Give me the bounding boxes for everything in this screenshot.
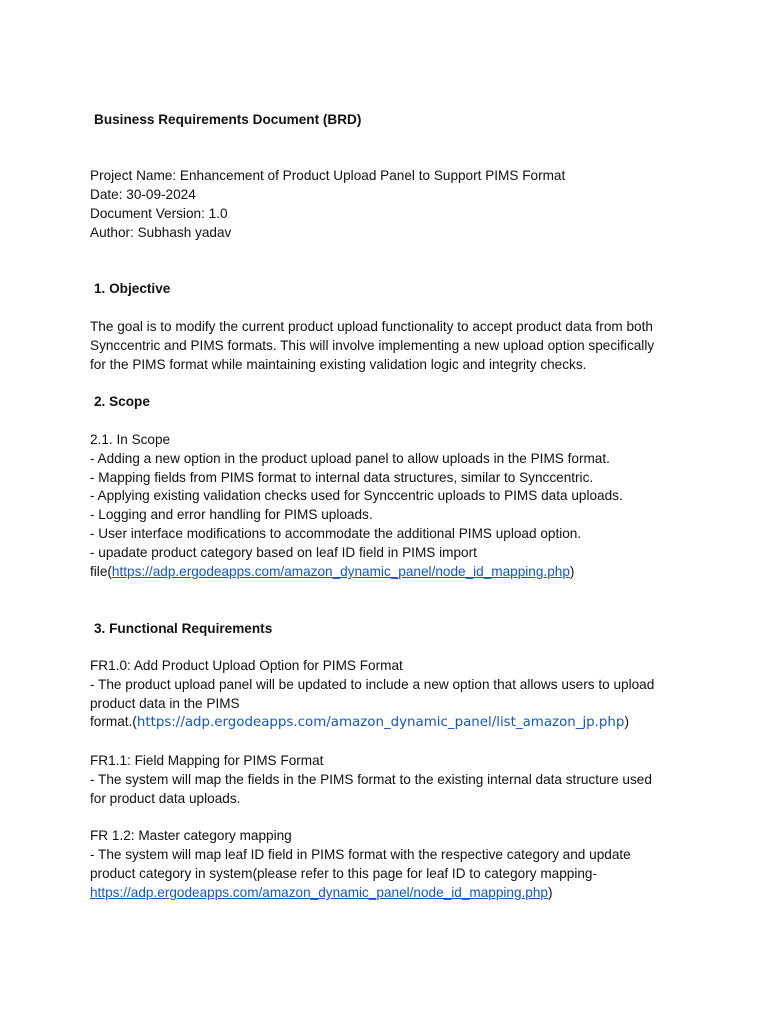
document-author: Author: Subhash yadav <box>90 225 232 240</box>
node-id-mapping-link[interactable]: https://adp.ergodeapps.com/amazon_dynamic_panel/node_id_mapping.php <box>90 885 548 900</box>
fr12-line <box>90 884 553 902</box>
fr11-line: for product data uploads. <box>90 791 241 806</box>
fr10-title: FR1.0: Add Product Upload Option for PIMS Format <box>90 658 403 673</box>
fr11-title: FR1.1: Field Mapping for PIMS Format <box>90 753 324 768</box>
fr11-line: - The system will map the fields in the PIMS format to the existing internal data structure used <box>90 772 652 787</box>
fr12-title: FR 1.2: Master category mapping <box>90 828 292 843</box>
document-title: Business Requirements Document (BRD) <box>94 112 362 127</box>
scope-item: - Applying existing validation checks used for Synccentric uploads to PIMS data uploads. <box>90 488 623 503</box>
scope-item: - upadate product category based on leaf ID field in PIMS import <box>90 545 477 560</box>
fr10-link-suffix: ) <box>624 714 629 729</box>
fr12-link-suffix: ) <box>547 885 553 900</box>
scope-item: - User interface modifications to accommodate the additional PIMS upload option. <box>90 526 582 541</box>
scope-item-continued <box>90 563 574 581</box>
objective-line: for the PIMS format while maintaining existing validation logic and integrity checks. <box>90 357 587 372</box>
scope-link-suffix: ) <box>569 564 575 579</box>
scope-heading: 2. Scope <box>94 394 150 409</box>
fr12-line: - The system will map leaf ID field in PIMS format with the respective category and update <box>90 847 631 862</box>
scope-item: - Mapping fields from PIMS format to internal data structures, similar to Synccentric. <box>90 470 594 485</box>
document-version: Document Version: 1.0 <box>90 206 228 221</box>
objective-line: Synccentric and PIMS formats. This will involve implementing a new upload option specifically <box>90 338 655 353</box>
list-amazon-jp-link[interactable]: https://adp.ergodeapps.com/amazon_dynamic_panel/list_amazon_jp.php <box>136 715 625 730</box>
scope-item: - Logging and error handling for PIMS uploads. <box>90 507 373 522</box>
fr10-line: - The product upload panel will be updated to include a new option that allows users to upload <box>90 677 655 692</box>
functional-heading: 3. Functional Requirements <box>94 621 273 636</box>
scope-subheading: 2.1. In Scope <box>90 432 171 447</box>
fr10-link-prefix: format.( <box>90 714 137 729</box>
node-id-mapping-link[interactable]: https://adp.ergodeapps.com/amazon_dynamic_panel/node_id_mapping.php <box>111 564 570 579</box>
scope-link-prefix: file( <box>90 564 112 579</box>
fr12-line: product category in system(please refer to this page for leaf ID to category mapping- <box>90 866 597 881</box>
scope-item: - Adding a new option in the product upload panel to allow uploads in the PIMS format. <box>90 451 610 466</box>
document-date: Date: 30-09-2024 <box>90 187 196 202</box>
objective-line: The goal is to modify the current product upload functionality to accept product data from both <box>90 319 653 334</box>
objective-heading: 1. Objective <box>94 281 171 296</box>
fr10-line <box>90 713 629 732</box>
project-name: Project Name: Enhancement of Product Upload Panel to Support PIMS Format <box>90 168 566 183</box>
fr10-line: product data in the PIMS <box>90 696 240 711</box>
